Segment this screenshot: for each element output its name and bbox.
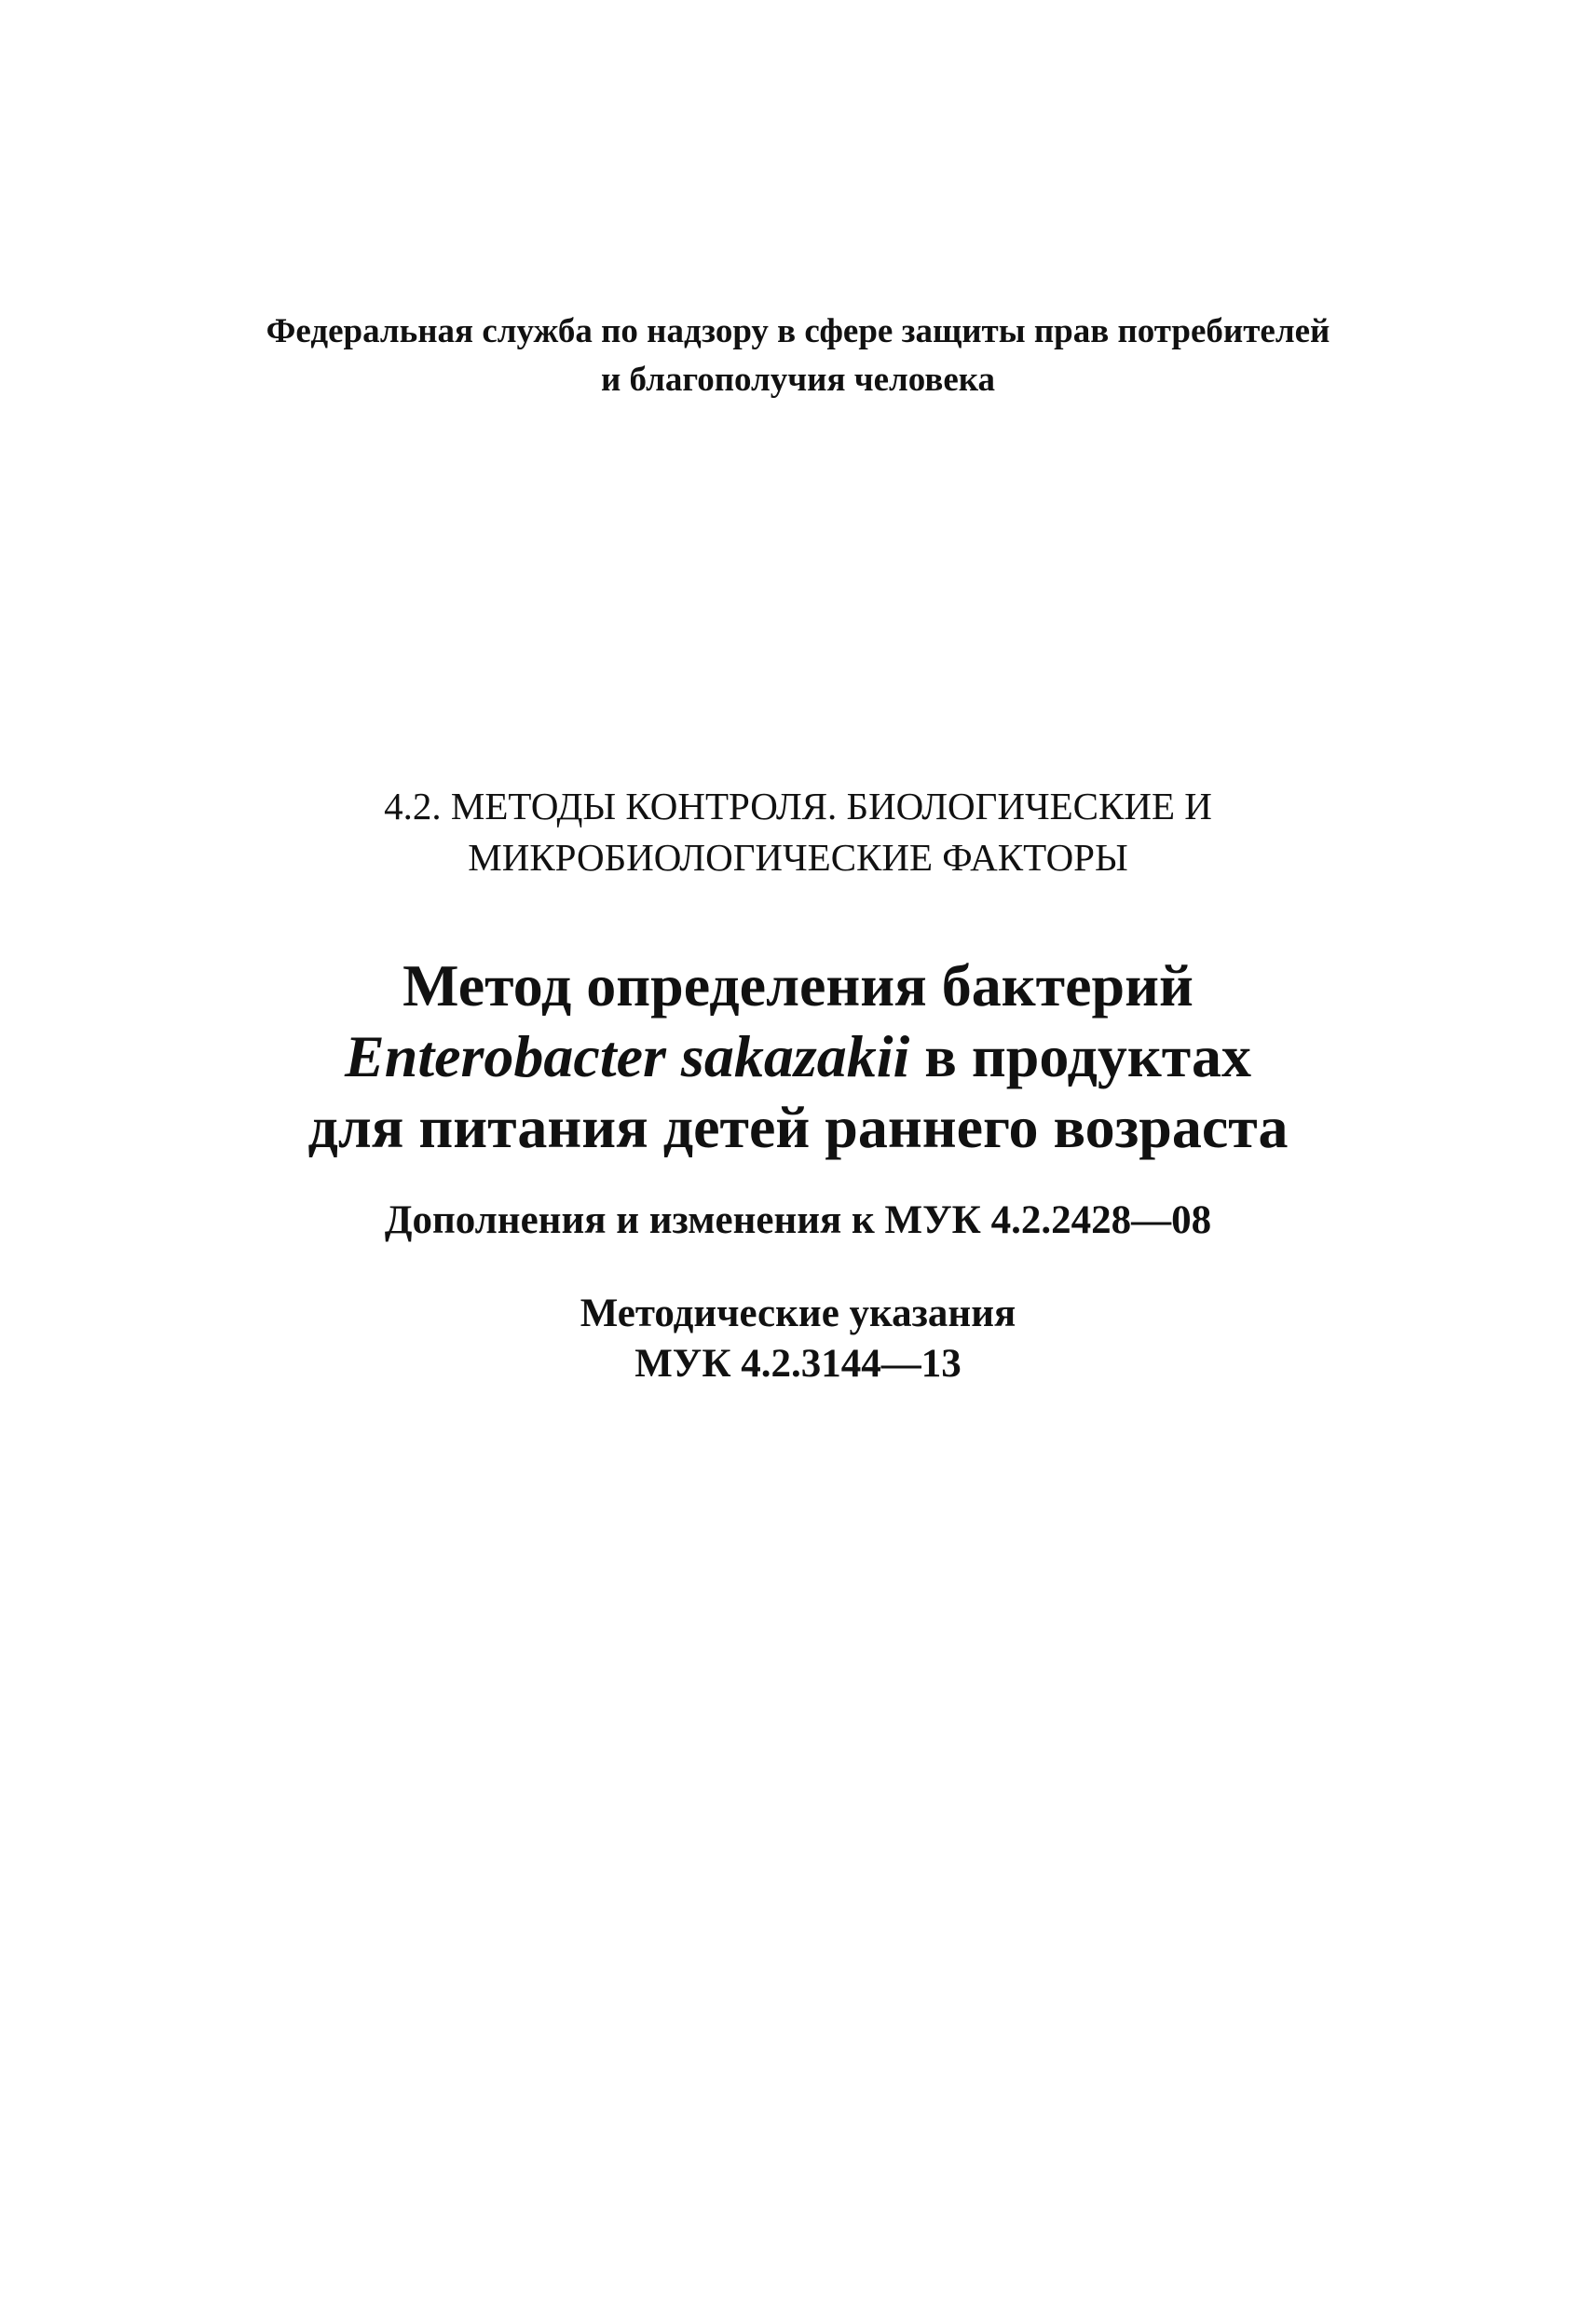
agency-line-2: и благополучия человека	[600, 361, 996, 399]
section-heading	[0, 781, 1596, 883]
agency-line-1: Федеральная служба по надзору в сфере защиты прав потребителей	[266, 312, 1330, 350]
document-designation	[0, 1289, 1596, 1389]
section-line-2: МИКРОБИОЛОГИЧЕСКИЕ ФАКТОРЫ	[468, 836, 1128, 879]
document-number: МУК 4.2.3144—13	[634, 1342, 962, 1386]
issuing-agency	[0, 308, 1596, 404]
section-line-1: 4.2. МЕТОДЫ КОНТРОЛЯ. БИОЛОГИЧЕСКИЕ И	[384, 785, 1212, 827]
document-title	[0, 950, 1596, 1163]
title-line-3: для питания детей раннего возраста	[307, 1094, 1289, 1160]
title-line-2-rest: в продуктах	[909, 1023, 1251, 1089]
document-type: Методические указания	[580, 1292, 1016, 1335]
title-line-1: Метод определения бактерий	[402, 952, 1194, 1019]
amendment-note: Дополнения и изменения к МУК 4.2.2428—08	[384, 1198, 1212, 1242]
species-name: Enterobacter sakazakii	[345, 1023, 910, 1089]
title-line-2	[0, 1021, 1596, 1092]
